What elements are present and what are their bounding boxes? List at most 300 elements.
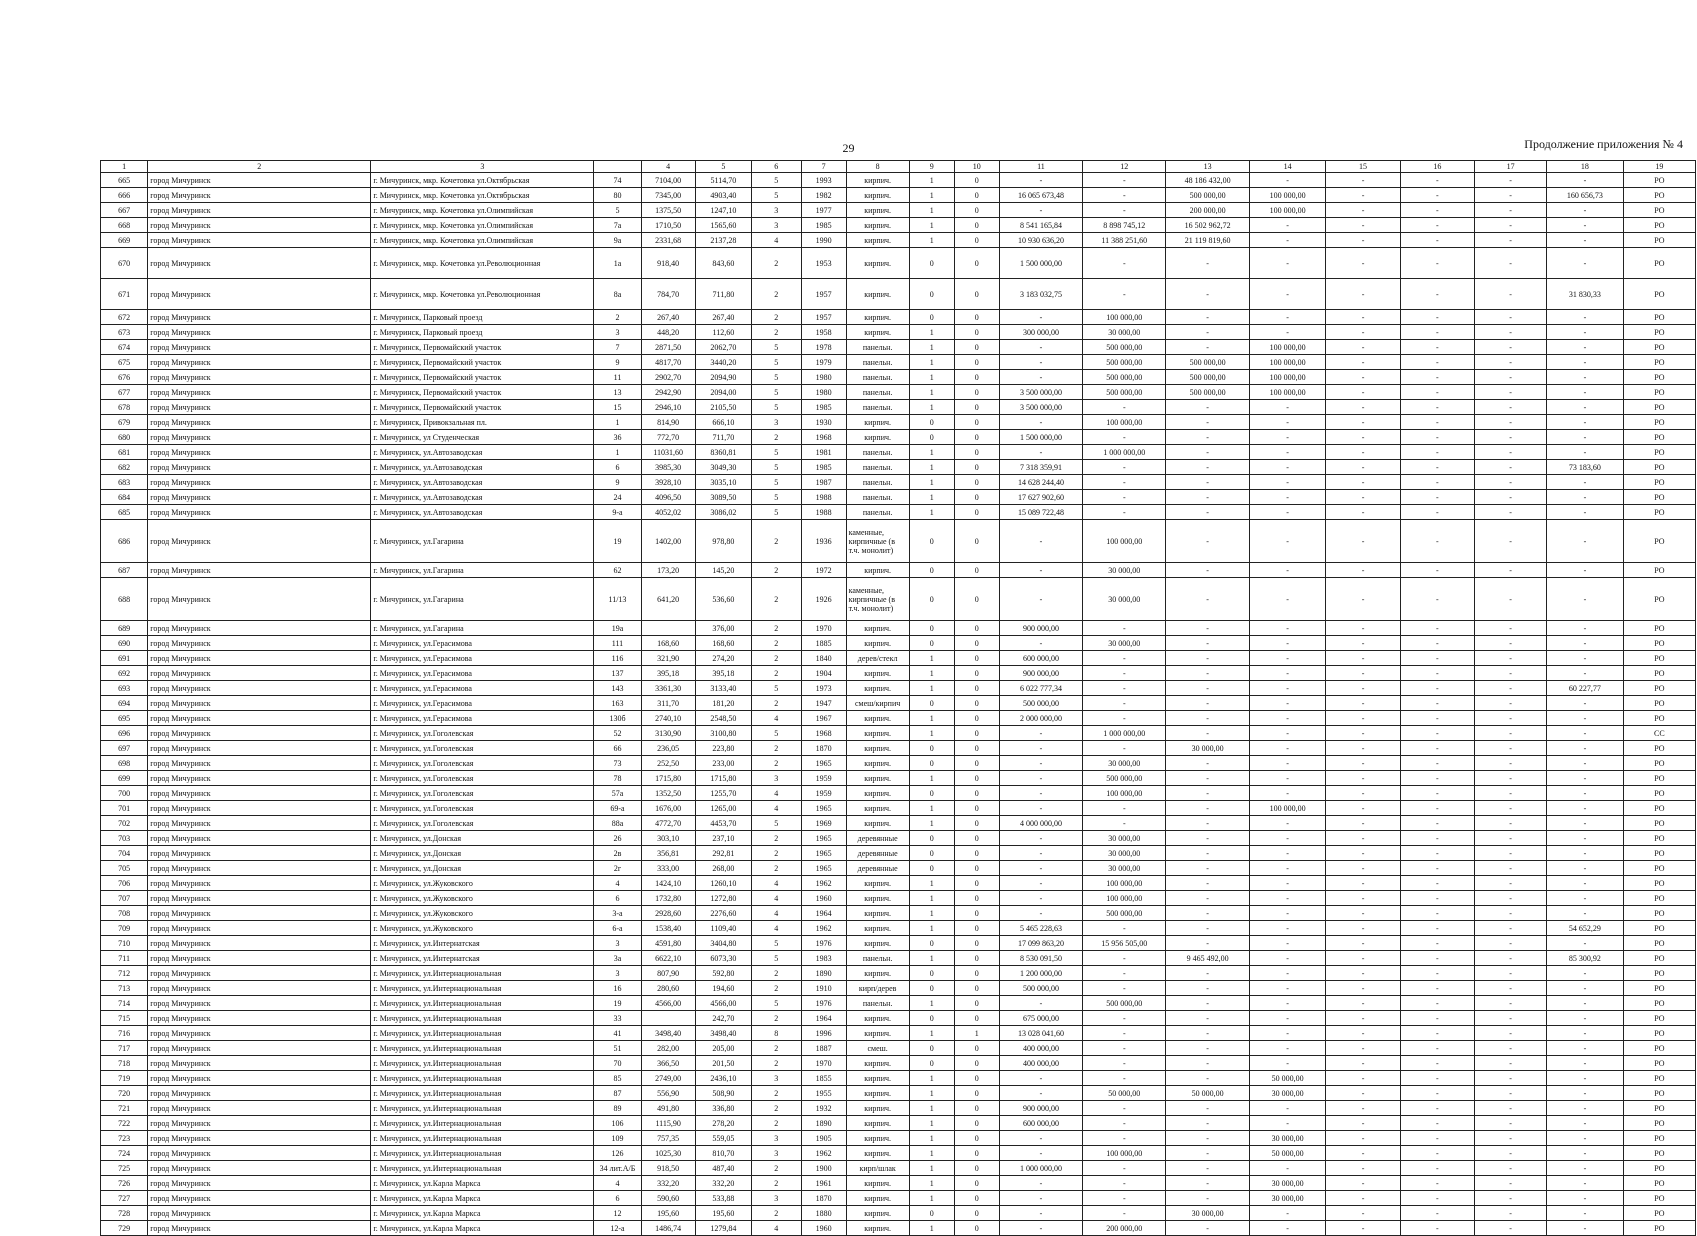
table-cell: 2	[752, 430, 802, 445]
table-cell: -	[1249, 936, 1326, 951]
table-cell: 292,81	[695, 846, 751, 861]
table-cell: 34 лит.А/Б	[594, 1161, 641, 1176]
table-cell: 236,05	[641, 741, 695, 756]
table-cell: -	[1166, 846, 1249, 861]
table-cell: 1840	[801, 651, 846, 666]
table-cell: город Мичуринск	[148, 1071, 371, 1086]
table-cell: город Мичуринск	[148, 696, 371, 711]
table-row	[101, 1176, 1696, 1191]
table-cell: -	[1083, 651, 1166, 666]
table-cell: -	[1547, 831, 1624, 846]
table-cell: -	[1475, 445, 1547, 460]
table-cell: 1973	[801, 681, 846, 696]
table-cell: 51	[594, 1041, 641, 1056]
table-cell: 30 000,00	[1249, 1086, 1326, 1101]
table-cell: 0	[954, 861, 999, 876]
table-cell: -	[999, 578, 1082, 621]
table-cell: -	[1326, 505, 1400, 520]
table-cell: 366,50	[641, 1056, 695, 1071]
table-cell: 223,80	[695, 741, 751, 756]
table-cell: -	[1400, 636, 1474, 651]
table-cell: -	[1166, 563, 1249, 578]
table-cell: РО	[1623, 771, 1695, 786]
table-cell: город Мичуринск	[148, 741, 371, 756]
table-cell: 1855	[801, 1071, 846, 1086]
table-cell: 332,20	[695, 1176, 751, 1191]
table-cell: 200 000,00	[1083, 1221, 1166, 1236]
table-cell: -	[1083, 1191, 1166, 1206]
table-cell: -	[1249, 861, 1326, 876]
table-cell: 0	[909, 1041, 954, 1056]
table-cell: -	[1400, 385, 1474, 400]
table-cell: 7	[594, 340, 641, 355]
table-cell: 4	[594, 876, 641, 891]
table-cell: 0	[954, 771, 999, 786]
table-cell: -	[1475, 696, 1547, 711]
table-cell: -	[1475, 1041, 1547, 1056]
table-cell: 0	[954, 325, 999, 340]
table-cell: -	[1166, 921, 1249, 936]
table-cell: -	[1475, 831, 1547, 846]
table-cell: 0	[909, 1011, 954, 1026]
table-row	[101, 355, 1696, 370]
table-cell: 0	[954, 1116, 999, 1131]
table-cell: 100 000,00	[1249, 385, 1326, 400]
table-cell: 701	[101, 801, 148, 816]
table-cell: РО	[1623, 400, 1695, 415]
table-cell: -	[999, 996, 1082, 1011]
table-cell: город Мичуринск	[148, 1026, 371, 1041]
table-cell: 680	[101, 430, 148, 445]
table-cell: г. Мичуринск, ул.Гагарина	[371, 578, 594, 621]
table-cell: кирпич.	[846, 279, 909, 310]
table-cell: 5	[752, 460, 802, 475]
table-cell: 691	[101, 651, 148, 666]
table-cell: РО	[1623, 1116, 1695, 1131]
table-cell: г. Мичуринск, ул.Автозаводская	[371, 475, 594, 490]
table-row	[101, 876, 1696, 891]
table-cell: -	[1249, 248, 1326, 279]
table-cell: кирпич.	[846, 1116, 909, 1131]
table-cell: город Мичуринск	[148, 846, 371, 861]
table-cell: 1970	[801, 1056, 846, 1071]
table-cell: -	[1475, 475, 1547, 490]
table-cell: -	[1326, 1176, 1400, 1191]
table-cell: -	[999, 370, 1082, 385]
table-cell: -	[1249, 876, 1326, 891]
table-cell: 0	[954, 651, 999, 666]
table-cell: -	[1326, 340, 1400, 355]
table-cell: г. Мичуринск, мкр. Кочетовка ул.Олимпийская	[371, 218, 594, 233]
table-cell: 4	[752, 233, 802, 248]
table-cell: 500 000,00	[1166, 355, 1249, 370]
table-cell: г. Мичуринск, ул.Интернациональная	[371, 1116, 594, 1131]
table-cell: -	[1475, 921, 1547, 936]
table-cell: г. Мичуринск, Парковый проезд	[371, 325, 594, 340]
table-cell: 13	[594, 385, 641, 400]
table-cell: город Мичуринск	[148, 445, 371, 460]
table-cell: РО	[1623, 1086, 1695, 1101]
table-cell: 0	[954, 906, 999, 921]
table-cell: -	[1326, 666, 1400, 681]
table-cell: РО	[1623, 1041, 1695, 1056]
table-cell: -	[1249, 621, 1326, 636]
table-cell: 50 000,00	[1249, 1146, 1326, 1161]
table-cell: город Мичуринск	[148, 651, 371, 666]
table-cell: РО	[1623, 666, 1695, 681]
table-cell: -	[1083, 203, 1166, 218]
table-cell: РО	[1623, 891, 1695, 906]
table-cell: 6	[594, 891, 641, 906]
table-cell: -	[1547, 1221, 1624, 1236]
table-cell: 3	[752, 1191, 802, 1206]
table-cell: -	[999, 636, 1082, 651]
table-cell: -	[1249, 741, 1326, 756]
table-cell: -	[1166, 906, 1249, 921]
table-cell: РО	[1623, 756, 1695, 771]
table-cell: кирпич.	[846, 1176, 909, 1191]
table-cell: 0	[909, 981, 954, 996]
table-cell: -	[1166, 876, 1249, 891]
table-cell: 100 000,00	[1249, 188, 1326, 203]
table-cell: 1900	[801, 1161, 846, 1176]
table-cell: -	[1547, 1026, 1624, 1041]
table-cell: -	[1326, 1056, 1400, 1071]
table-cell	[641, 1011, 695, 1026]
table-cell: 0	[909, 563, 954, 578]
table-row	[101, 1011, 1696, 1026]
table-cell: город Мичуринск	[148, 771, 371, 786]
table-row	[101, 936, 1696, 951]
table-cell: -	[1326, 951, 1400, 966]
table-cell: -	[1475, 786, 1547, 801]
table-cell: -	[1166, 1221, 1249, 1236]
table-cell: г. Мичуринск, ул.Донская	[371, 846, 594, 861]
table-row	[101, 1206, 1696, 1221]
register-table	[100, 160, 1696, 1236]
table-cell: 1	[909, 1161, 954, 1176]
table-cell: РО	[1623, 505, 1695, 520]
table-cell: 88а	[594, 816, 641, 831]
table-cell: 0	[909, 430, 954, 445]
table-cell: -	[1400, 681, 1474, 696]
table-cell: 1965	[801, 756, 846, 771]
table-cell: -	[1083, 921, 1166, 936]
table-cell: -	[1326, 400, 1400, 415]
table-cell: 0	[954, 385, 999, 400]
table-cell: -	[1475, 325, 1547, 340]
table-cell: -	[1547, 696, 1624, 711]
table-cell: 30 000,00	[1083, 578, 1166, 621]
table-cell: 116	[594, 651, 641, 666]
table-cell: -	[1475, 651, 1547, 666]
table-cell: -	[1249, 681, 1326, 696]
table-cell: -	[1400, 966, 1474, 981]
table-cell: 1	[909, 505, 954, 520]
table-cell: г. Мичуринск, ул.Карла Маркса	[371, 1176, 594, 1191]
table-cell: 702	[101, 816, 148, 831]
table-cell: -	[1547, 621, 1624, 636]
table-cell: каменные, кирпичные (в т.ч. монолит)	[846, 578, 909, 621]
table-cell: 4	[752, 786, 802, 801]
table-cell: город Мичуринск	[148, 936, 371, 951]
table-cell: -	[1475, 460, 1547, 475]
table-cell: 711,70	[695, 430, 751, 445]
table-cell: 0	[954, 578, 999, 621]
table-cell: панельн.	[846, 505, 909, 520]
table-cell: РО	[1623, 846, 1695, 861]
table-cell: 4903,40	[695, 188, 751, 203]
table-cell: г. Мичуринск, ул.Гоголевская	[371, 801, 594, 816]
table-cell: РО	[1623, 636, 1695, 651]
table-cell: 2 000 000,00	[999, 711, 1082, 726]
table-cell: 500 000,00	[1083, 771, 1166, 786]
table-cell: г. Мичуринск, Первомайский участок	[371, 340, 594, 355]
table-cell: 0	[954, 891, 999, 906]
table-cell: -	[1475, 771, 1547, 786]
table-cell: -	[1400, 188, 1474, 203]
table-cell: 0	[954, 460, 999, 475]
table-cell: -	[1547, 1206, 1624, 1221]
table-cell: 1	[909, 1191, 954, 1206]
table-cell: -	[1400, 1056, 1474, 1071]
table-cell: -	[1400, 696, 1474, 711]
table-cell: город Мичуринск	[148, 786, 371, 801]
table-cell: 0	[909, 621, 954, 636]
table-cell: РО	[1623, 906, 1695, 921]
table-cell: панельн.	[846, 340, 909, 355]
table-cell: 3	[752, 1146, 802, 1161]
table-cell: -	[999, 741, 1082, 756]
table-cell: кирпич.	[846, 756, 909, 771]
table-cell: 1	[909, 951, 954, 966]
table-cell: 0	[954, 505, 999, 520]
table-cell: РО	[1623, 370, 1695, 385]
table-cell: 66	[594, 741, 641, 756]
table-cell: 7а	[594, 218, 641, 233]
table-cell: -	[1166, 248, 1249, 279]
table-cell: РО	[1623, 475, 1695, 490]
table-cell: 1247,10	[695, 203, 751, 218]
table-cell: -	[1475, 621, 1547, 636]
table-cell: -	[1166, 696, 1249, 711]
table-cell: РО	[1623, 951, 1695, 966]
table-cell: 5	[594, 203, 641, 218]
table-cell: город Мичуринск	[148, 430, 371, 445]
table-cell: г. Мичуринск, ул.Донская	[371, 831, 594, 846]
table-cell: 2902,70	[641, 370, 695, 385]
table-cell: 1	[909, 1221, 954, 1236]
table-cell: 5	[752, 996, 802, 1011]
table-cell: -	[1547, 370, 1624, 385]
table-cell: РО	[1623, 460, 1695, 475]
table-cell: 0	[954, 711, 999, 726]
table-cell: 711,80	[695, 279, 751, 310]
table-cell: -	[999, 563, 1082, 578]
table-cell: -	[1547, 430, 1624, 445]
table-cell: -	[1166, 1146, 1249, 1161]
table-cell: 2в	[594, 846, 641, 861]
table-cell: город Мичуринск	[148, 756, 371, 771]
table-cell: город Мичуринск	[148, 1056, 371, 1071]
table-cell: 50 000,00	[1249, 1071, 1326, 1086]
table-cell: -	[1326, 460, 1400, 475]
table-cell: -	[1166, 1071, 1249, 1086]
table-cell: город Мичуринск	[148, 1086, 371, 1101]
table-cell: 2	[752, 861, 802, 876]
table-cell: РО	[1623, 921, 1695, 936]
table-cell: 14 628 244,40	[999, 475, 1082, 490]
table-cell: город Мичуринск	[148, 173, 371, 188]
table-cell: 5	[752, 951, 802, 966]
table-cell: г. Мичуринск, ул.Автозаводская	[371, 505, 594, 520]
table-cell: 0	[954, 636, 999, 651]
table-cell: -	[1400, 711, 1474, 726]
table-row	[101, 415, 1696, 430]
column-number-header: 9	[909, 161, 954, 173]
table-cell: 15	[594, 400, 641, 415]
table-cell: -	[1249, 490, 1326, 505]
table-cell: 2105,50	[695, 400, 751, 415]
table-cell: 533,88	[695, 1191, 751, 1206]
table-cell: г. Мичуринск, ул.Интернациональная	[371, 1041, 594, 1056]
table-cell: -	[1400, 578, 1474, 621]
table-cell: 1	[909, 203, 954, 218]
table-cell: город Мичуринск	[148, 505, 371, 520]
table-cell: 1	[909, 996, 954, 1011]
table-cell: -	[1326, 173, 1400, 188]
table-cell: 843,60	[695, 248, 751, 279]
table-cell: 710	[101, 936, 148, 951]
table-cell: -	[1083, 475, 1166, 490]
table-cell: -	[1475, 816, 1547, 831]
table-cell: кирпич.	[846, 1086, 909, 1101]
table-cell: 2331,68	[641, 233, 695, 248]
table-cell: 1964	[801, 906, 846, 921]
table-cell: -	[1475, 711, 1547, 726]
table-cell: 2г	[594, 861, 641, 876]
table-cell: -	[1326, 233, 1400, 248]
table-cell: -	[1475, 1056, 1547, 1071]
table-cell: -	[1400, 490, 1474, 505]
table-cell: -	[1475, 279, 1547, 310]
table-cell: 1987	[801, 475, 846, 490]
table-cell: 757,35	[641, 1131, 695, 1146]
table-cell: -	[1326, 563, 1400, 578]
table-cell: 814,90	[641, 415, 695, 430]
table-cell: г. Мичуринск, ул.Гоголевская	[371, 756, 594, 771]
table-cell: 717	[101, 1041, 148, 1056]
table-cell: 0	[954, 445, 999, 460]
table-cell: -	[1326, 203, 1400, 218]
table-cell: г. Мичуринск, ул.Интернациональная	[371, 1086, 594, 1101]
column-number-header: 2	[148, 161, 371, 173]
table-cell: город Мичуринск	[148, 816, 371, 831]
table-cell: 1 000 000,00	[1083, 445, 1166, 460]
table-cell: 719	[101, 1071, 148, 1086]
table-cell: кирп/дерев	[846, 981, 909, 996]
table-cell: -	[1400, 563, 1474, 578]
table-cell: 5	[752, 726, 802, 741]
table-cell: СС	[1623, 726, 1695, 741]
table-cell: 5	[752, 385, 802, 400]
table-cell: 0	[954, 951, 999, 966]
table-cell: -	[1400, 801, 1474, 816]
table-cell: 918,50	[641, 1161, 695, 1176]
table-cell: город Мичуринск	[148, 460, 371, 475]
table-row	[101, 801, 1696, 816]
table-cell: 395,18	[695, 666, 751, 681]
table-cell: -	[1249, 1101, 1326, 1116]
table-cell: 703	[101, 831, 148, 846]
table-cell: 1	[909, 1116, 954, 1131]
table-cell: -	[1249, 726, 1326, 741]
table-cell: -	[1166, 505, 1249, 520]
table-cell: 10 930 636,20	[999, 233, 1082, 248]
table-cell: кирпич.	[846, 218, 909, 233]
table-cell: 1	[909, 771, 954, 786]
table-cell: -	[1083, 460, 1166, 475]
table-cell: 3	[752, 1071, 802, 1086]
table-cell: г. Мичуринск, ул.Интернациональная	[371, 996, 594, 1011]
table-cell: -	[1547, 651, 1624, 666]
table-cell: 2928,60	[641, 906, 695, 921]
table-cell: -	[1475, 801, 1547, 816]
table-cell: 1972	[801, 563, 846, 578]
table-cell: 321,90	[641, 651, 695, 666]
table-cell: 500 000,00	[999, 696, 1082, 711]
table-cell: 1 200 000,00	[999, 966, 1082, 981]
table-cell: г. Мичуринск, ул.Гагарина	[371, 621, 594, 636]
table-cell: город Мичуринск	[148, 233, 371, 248]
table-cell: город Мичуринск	[148, 621, 371, 636]
table-cell: -	[999, 1146, 1082, 1161]
table-cell: г. Мичуринск, ул.Жуковского	[371, 891, 594, 906]
table-cell: 3	[752, 771, 802, 786]
table-cell: 5	[752, 370, 802, 385]
table-cell: -	[1475, 666, 1547, 681]
table-cell: -	[1166, 310, 1249, 325]
table-cell: РО	[1623, 831, 1695, 846]
table-cell: -	[1547, 203, 1624, 218]
table-cell: 5	[752, 355, 802, 370]
table-cell: -	[1475, 876, 1547, 891]
table-cell: 810,70	[695, 1146, 751, 1161]
table-cell: -	[1547, 876, 1624, 891]
table-cell: панельн.	[846, 355, 909, 370]
table-cell: 1990	[801, 233, 846, 248]
table-cell: 686	[101, 520, 148, 563]
table-cell: -	[1083, 621, 1166, 636]
table-cell: 0	[954, 966, 999, 981]
table-cell: РО	[1623, 325, 1695, 340]
table-cell: 2	[752, 325, 802, 340]
table-cell: -	[1083, 966, 1166, 981]
table-cell: 688	[101, 578, 148, 621]
table-cell: -	[1400, 430, 1474, 445]
column-number-row	[101, 161, 1696, 173]
table-cell: 73	[594, 756, 641, 771]
table-cell: г. Мичуринск, ул.Интернатская	[371, 936, 594, 951]
table-cell: город Мичуринск	[148, 578, 371, 621]
table-cell: РО	[1623, 696, 1695, 711]
table-cell: -	[1083, 951, 1166, 966]
table-cell: 2548,50	[695, 711, 751, 726]
table-cell: РО	[1623, 876, 1695, 891]
column-number-header: 15	[1326, 161, 1400, 173]
table-cell: -	[1166, 1011, 1249, 1026]
table-cell: -	[1326, 771, 1400, 786]
